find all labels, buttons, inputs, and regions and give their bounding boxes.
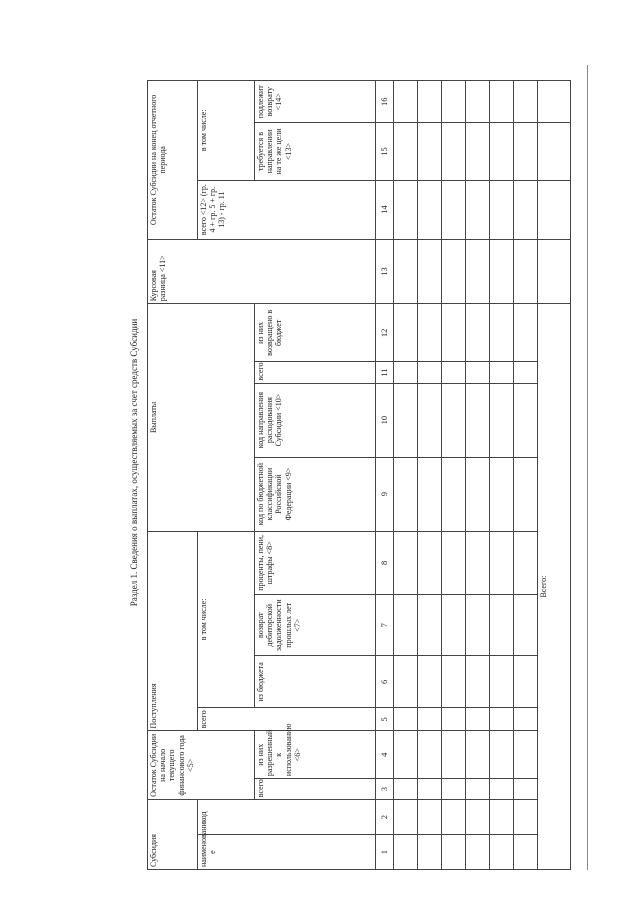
table-cell <box>442 531 466 595</box>
header-balance-end-return: подлежит возврату <14> <box>255 81 376 123</box>
column-number: 7 <box>376 595 394 656</box>
table-cell <box>490 362 514 383</box>
column-number: 4 <box>376 731 394 779</box>
column-number: 9 <box>376 457 394 531</box>
table-cell <box>394 731 418 779</box>
table-cell <box>442 779 466 800</box>
column-number: 3 <box>376 779 394 800</box>
table-cell <box>490 800 514 835</box>
table-cell <box>418 835 442 870</box>
table-cell <box>442 656 466 708</box>
column-number: 11 <box>376 362 394 383</box>
table-cell <box>466 457 490 531</box>
table-cell <box>394 239 418 304</box>
table-cell <box>394 81 418 123</box>
header-balance-end-required: требуется в направлении на те же цели <13> <box>255 123 376 180</box>
table-cell <box>418 708 442 731</box>
header-payments-direction-code: код направления расходования Субсидии <10> <box>255 383 376 457</box>
table-row <box>466 81 490 870</box>
header-subsidy-name: наименовани е <box>198 835 376 870</box>
table-cell <box>490 708 514 731</box>
table-cell <box>394 383 418 457</box>
table-cell <box>418 595 442 656</box>
table-cell <box>442 239 466 304</box>
header-payments-returned: из них возвращено в бюджет <box>255 304 376 362</box>
table-cell <box>466 835 490 870</box>
column-number: 1 <box>376 835 394 870</box>
header-subsidy: Субсидия <box>148 800 198 870</box>
table-row <box>418 81 442 870</box>
table-cell <box>490 731 514 779</box>
table-cell <box>418 362 442 383</box>
header-receipts-debt-return: возврат дебиторской задолженности прошлых лет <7> <box>255 595 376 656</box>
table-cell <box>466 239 490 304</box>
column-number: 10 <box>376 383 394 457</box>
data-rows <box>394 81 538 870</box>
table-cell <box>466 304 490 362</box>
table-row <box>514 81 538 870</box>
table-cell <box>418 123 442 180</box>
table-cell <box>490 180 514 239</box>
table-cell <box>466 800 490 835</box>
table-cell <box>418 731 442 779</box>
table-cell <box>442 457 466 531</box>
table-cell <box>442 81 466 123</box>
table-cell <box>514 800 538 835</box>
rotated-report-page <box>128 80 563 870</box>
header-exchange-diff: Курсовая разница <11> <box>148 239 376 304</box>
table-cell <box>418 457 442 531</box>
table-cell <box>466 731 490 779</box>
column-number: 8 <box>376 531 394 595</box>
table-cell <box>394 595 418 656</box>
table-cell <box>514 708 538 731</box>
table-cell <box>466 708 490 731</box>
table-cell <box>490 123 514 180</box>
table-cell <box>514 457 538 531</box>
table-cell <box>394 531 418 595</box>
header-receipts-interest: проценты, пени, штрафы <8> <box>255 531 376 595</box>
table-cell <box>490 81 514 123</box>
table-cell <box>514 81 538 123</box>
header-balance-start: Остаток Субсидии на начало текущего финансового года <5> <box>148 731 255 800</box>
table-cell <box>490 835 514 870</box>
table-cell <box>514 180 538 239</box>
table-cell <box>394 457 418 531</box>
total-cell <box>538 123 571 180</box>
total-cell <box>538 81 571 123</box>
header-balance-start-allowed: из них разрешенный к использованию <6> <box>255 731 376 779</box>
header-payments-budget-code: код по бюджетной классификации Российской Федерации <9> <box>255 457 376 531</box>
table-cell <box>442 595 466 656</box>
table-cell <box>442 383 466 457</box>
column-number: 14 <box>376 180 394 239</box>
table-cell <box>418 531 442 595</box>
total-cell <box>538 239 571 304</box>
table-cell <box>442 835 466 870</box>
table-cell <box>514 239 538 304</box>
table-cell <box>514 731 538 779</box>
header-payments: Выплаты <box>148 304 255 531</box>
table-cell <box>418 239 442 304</box>
header-receipts-total: всего <box>198 708 376 731</box>
header-subsidy-code: код <box>198 800 376 835</box>
column-number: 12 <box>376 304 394 362</box>
table-cell <box>490 457 514 531</box>
table-cell <box>466 123 490 180</box>
table-cell <box>418 383 442 457</box>
table-cell <box>418 180 442 239</box>
table-cell <box>514 595 538 656</box>
header-balance-end-including: в том числе: <box>198 81 255 181</box>
column-number: 5 <box>376 708 394 731</box>
header-balance-start-total: всего <box>255 779 376 800</box>
table-cell <box>490 304 514 362</box>
column-number: 2 <box>376 800 394 835</box>
table-cell <box>418 304 442 362</box>
table-cell <box>418 656 442 708</box>
header-balance-end: Остаток Субсидии на конец отчетного периода <box>148 81 198 240</box>
header-receipts: Поступления <box>148 531 198 731</box>
table-cell <box>394 800 418 835</box>
table-cell <box>442 304 466 362</box>
header-receipts-including: в том числе: <box>198 531 255 708</box>
table-cell <box>514 835 538 870</box>
column-number-row <box>376 81 394 870</box>
table-cell <box>466 595 490 656</box>
table-cell <box>514 304 538 362</box>
table-cell <box>514 656 538 708</box>
header-balance-end-total: всего <12> (гр. 4 + гр. 5 + гр. 13) - гр. 11 <box>198 180 376 239</box>
column-number: 13 <box>376 239 394 304</box>
table-cell <box>442 180 466 239</box>
column-number: 16 <box>376 81 394 123</box>
table-cell <box>466 779 490 800</box>
page-bottom-line <box>587 65 588 870</box>
table-cell <box>394 656 418 708</box>
table-cell <box>466 81 490 123</box>
header-row-1 <box>148 81 198 870</box>
header-payments-total: всего <box>255 362 376 383</box>
table-cell <box>394 304 418 362</box>
table-row <box>442 81 466 870</box>
payments-report-table <box>147 80 571 870</box>
table-cell <box>514 123 538 180</box>
table-cell <box>514 779 538 800</box>
table-cell <box>466 362 490 383</box>
table-cell <box>394 708 418 731</box>
table-row <box>394 81 418 870</box>
table-cell <box>514 383 538 457</box>
table-cell <box>490 595 514 656</box>
table-cell <box>466 656 490 708</box>
section-title: Раздел 1. Сведения о выплатах, осуществляемых за счет средств Субсидии <box>129 318 139 607</box>
column-number: 6 <box>376 656 394 708</box>
table-cell <box>442 731 466 779</box>
table-cell <box>490 239 514 304</box>
table-cell <box>442 123 466 180</box>
table-cell <box>490 531 514 595</box>
table-cell <box>514 531 538 595</box>
table-cell <box>490 779 514 800</box>
table-cell <box>394 835 418 870</box>
table-cell <box>490 656 514 708</box>
table-cell <box>418 779 442 800</box>
table-cell <box>418 81 442 123</box>
table-cell <box>466 383 490 457</box>
total-cell <box>538 180 571 239</box>
table-cell <box>418 800 442 835</box>
table-cell <box>466 531 490 595</box>
table-cell <box>466 180 490 239</box>
table-cell <box>442 800 466 835</box>
table-row <box>490 81 514 870</box>
table-cell <box>442 708 466 731</box>
table-cell <box>394 180 418 239</box>
total-row <box>538 81 571 870</box>
column-number: 15 <box>376 123 394 180</box>
table-cell <box>514 362 538 383</box>
table-cell <box>394 362 418 383</box>
table-cell <box>490 383 514 457</box>
table-cell <box>394 123 418 180</box>
header-receipts-from-budget: из бюджета <box>255 656 376 708</box>
total-label: Всего: <box>538 304 571 870</box>
table-cell <box>442 362 466 383</box>
table-cell <box>394 779 418 800</box>
